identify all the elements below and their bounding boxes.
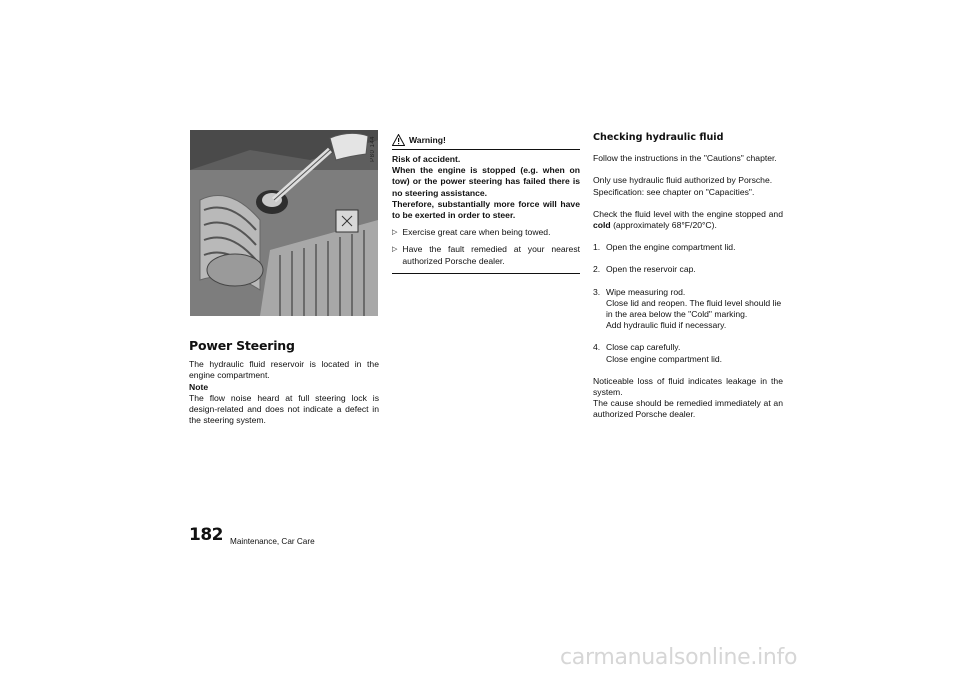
warning-bullet-text: Have the fault remedied at your nearest authorized Porsche dealer. <box>402 244 580 266</box>
step-item <box>593 264 783 275</box>
warning-bullet <box>392 227 580 238</box>
level-text-bold: cold <box>593 220 611 231</box>
right-column <box>593 132 783 421</box>
cause-text: The cause should be remedied immediately at an authorized Porsche dealer. <box>593 398 783 420</box>
level-text-part: (approximately 68°F/20°C). <box>613 220 717 231</box>
step-item <box>593 342 783 353</box>
step-text: Close cap carefully. <box>606 342 681 353</box>
step-subtext: Close engine compartment lid. <box>606 353 723 364</box>
follow-text: Follow the instructions in the "Cautions" chapter. <box>593 153 777 164</box>
step-subtext: Add hydraulic fluid if necessary. <box>606 320 727 331</box>
bullet-arrow-icon: ▷ <box>392 229 398 237</box>
warning-triangle-icon <box>392 134 405 146</box>
warning-header <box>392 132 580 146</box>
warning-body: When the engine is stopped (e.g. when on tow) or the power steering has failed there is no steering assistance. <box>392 165 580 198</box>
specification-text: Specification: see chapter on "Capacities". <box>593 186 755 197</box>
step-item <box>593 242 783 253</box>
watermark: carmanualsonline.info <box>560 645 798 670</box>
engine-photo-illustration <box>190 130 378 316</box>
warning-therefore: Therefore, substantially more force will have to be exerted in order to steer. <box>392 198 580 221</box>
level-text-part: Check the fluid level with the engine stopped and <box>593 208 783 219</box>
photo-code: P80 144 <box>370 136 376 162</box>
step-number: 3. <box>593 286 601 297</box>
step-number: 1. <box>593 242 601 253</box>
subsection-title: Checking hydraulic fluid <box>593 132 724 143</box>
authorized-text: Only use hydraulic fluid authorized by Porsche. <box>593 175 773 186</box>
step-text: Wipe measuring rod. <box>606 286 686 297</box>
warning-bottom-rule <box>392 273 580 274</box>
warning-heading: Warning! <box>409 134 446 145</box>
step-number: 4. <box>593 342 601 353</box>
loss-text: Noticeable loss of fluid indicates leakage in the system. <box>593 375 783 398</box>
left-column <box>189 340 379 426</box>
warning-bullet <box>392 244 580 266</box>
step-item <box>593 287 783 298</box>
note-label: Note <box>189 381 209 392</box>
engine-compartment-photo <box>190 130 378 316</box>
warning-risk: Risk of accident. <box>392 154 461 164</box>
warning-bullet-text: Exercise great care when being towed. <box>402 227 551 238</box>
warning-box <box>392 132 580 278</box>
intro-text: The hydraulic fluid reservoir is located in the engine compartment. <box>189 359 379 381</box>
step-text: Open the engine compartment lid. <box>606 242 736 253</box>
warning-top-rule <box>392 149 580 150</box>
page-number: 182 <box>189 525 223 545</box>
step-text: Open the reservoir cap. <box>606 264 696 275</box>
step-subtext: Close lid and reopen. The fluid level should lie in the area below the "Cold" marking. <box>606 297 782 320</box>
step-number: 2. <box>593 264 601 275</box>
level-text <box>593 209 783 231</box>
section-title: Power Steering <box>189 338 295 353</box>
bullet-arrow-icon: ▷ <box>392 246 398 254</box>
chapter-label: Maintenance, Car Care <box>230 537 315 546</box>
note-text: The flow noise heard at full steering lock is design-related and does not indicate a defect in the steering system. <box>189 392 379 426</box>
